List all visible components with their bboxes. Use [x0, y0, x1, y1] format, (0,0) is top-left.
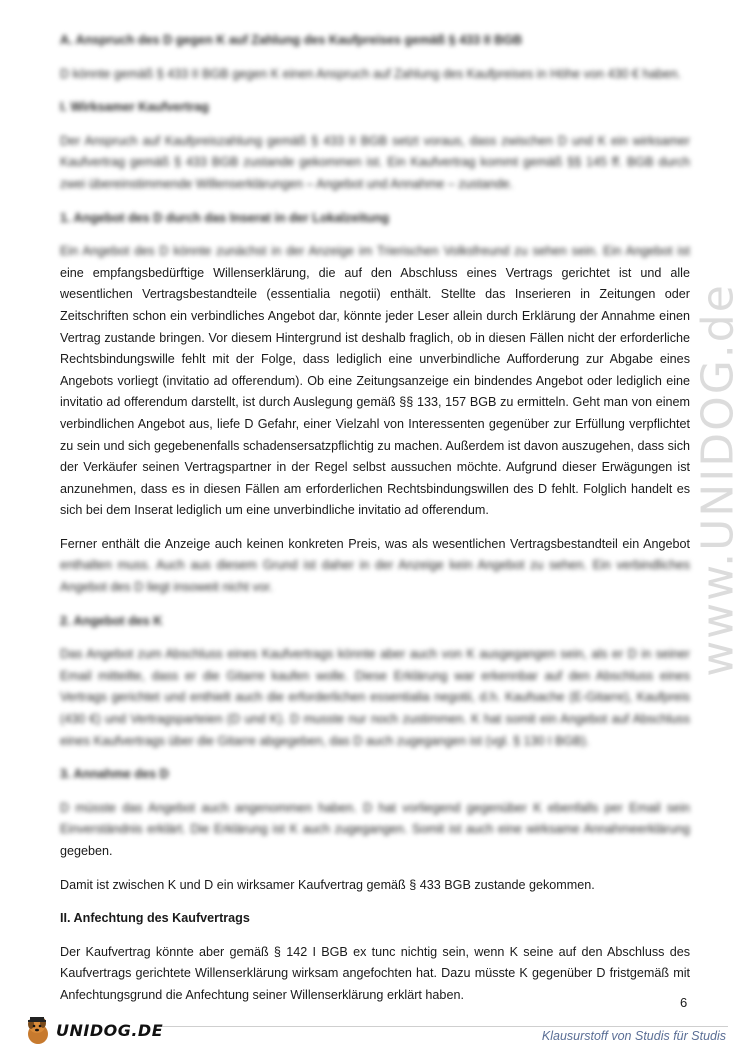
section-heading: A. Anspruch des D gegen K auf Zahlung des Kaufpreises gemäß § 433 II BGB [60, 33, 523, 47]
footer-divider [160, 1026, 728, 1027]
paragraph [60, 875, 690, 897]
blurred-text: D könnte gemäß § 433 II BGB gegen K einen Anspruch auf Zahlung des Kaufpreises in Höhe von 430 € haben. [60, 66, 682, 81]
paragraph-text: Damit ist zwischen K und D ein wirksamer Kaufvertrag gemäß § 433 BGB zustande gekommen. [60, 877, 595, 892]
paragraph [60, 942, 690, 1007]
watermark-text: www.UNIDOG.de [692, 283, 744, 677]
blurred-text: Ein Angebot des D könnte zunächst in der Anzeige im Trierischen Volksfreund zu sehen sein. Ein Angebot ist [60, 244, 690, 259]
blurred-text: enthalten muss. Auch aus diesem Grund ist daher in der Anzeige kein Angebot zu sehen. Ein verbindliches Angebot des D liegt insoweit nicht vor. [60, 558, 690, 595]
section-heading: I. Wirksamer Kaufvertrag [60, 100, 209, 115]
blurred-text: D müsste das Angebot auch angenommen haben. D hat vorliegend gegenüber K ebenfalls per Email sein Einverständnis erklärt. Die Erklärung ist K auch zugegangen. Somit ist auch eine wirksame Annahmeerklärung [60, 800, 690, 837]
blurred-text: Das Angebot zum Abschluss eines Kaufvertrags könnte aber auch von K ausgegangen sein, als er D in seiner Email mitteilte, dass er die Gitarre kaufen wolle. Diese Erklärung war erkennbar auf den Abschluss eines Vertrags gerichtet und enthielt auch die erforderlichen essentialia negotii, d.h. Kaufsache (E-Gitarre), Kaufpreis (430 €) und Vertragsparteien (D und K). D musste nur noch zustimmen. K hat somit ein Angebot auf Abschluss eines Kaufvertrags über die Gitarre abgegeben, das D auch zugegangen ist (vgl. § 130 I BGB). [60, 647, 690, 748]
blurred-text: Der Anspruch auf Kaufpreiszahlung gemäß § 433 II BGB setzt voraus, dass zwischen D und K ein wirksamer Kaufvertrag gemäß § 433 BGB zustande gekommen ist. Ein Kaufvertrag kommt gemäß §§ 145 ff. BGB durch zwei übereinstimmende Willenserklärungen – Angebot und Annahme – zustande. [60, 133, 690, 191]
paragraph [60, 644, 690, 752]
page-number: 6 [680, 995, 688, 1010]
paragraph-text: gegeben. [60, 844, 113, 858]
paragraph-text: Ferner enthält die Anzeige auch keinen konkreten Preis, was als wesentlichen Vertragsbestandteil ein Angebot [60, 536, 690, 551]
section-heading: II. Anfechtung des Kaufvertrags [60, 911, 250, 926]
paragraph [60, 534, 690, 599]
logo-text: UNIDOG.DE [56, 1020, 164, 1040]
paragraph [60, 131, 690, 196]
dog-mascot-icon [22, 1014, 52, 1046]
paragraph-text: eine empfangsbedürftige Willenserklärung, die auf den Abschluss eines Vertrags gerichtet ist und alle wesentlichen Vertragsbestandteile (essentialia negotii) enthält. Stellte das Inserieren in Zeitungen oder Zeitschriften schon ein verbindliches Angebot dar, könnte jeder Leser allein durch Erklärung der Annahme einen Vertrag zustande bringen. Vor diesem Hintergrund ist deshalb fraglich, ob in diesen Fällen nicht der erforderliche Rechtsbindungswille fehlt mit der Folge, dass lediglich eine unverbindliche Aufforderung zur Abgabe eines Angebots vorliegt (invitatio ad offerendum). Ob eine Zeitungsanzeige ein bindendes Angebot oder lediglich eine invitatio ad offerendum darstellt, ist durch Auslegung gemäß §§ 133, 157 BGB zu ermitteln. Geht man von einem verbindlichen Angebot aus, liefe D Gefahr, einer Vielzahl von Interessenten gegenüber zur Erfüllung verpflichtet zu sein und sich gegebenenfalls schadensersatzpflichtig zu machen. Außerdem ist davon auszugehen, dass sich der Verkäufer seinen Vertragspartner in der Regel selbst aussuchen möchte. Aufgrund dieser Erwägungen ist anzunehmen, dass es in diesen Fällen am erforderlichen Rechtsbindungswillen des D fehlt. Folglich handelt es sich bei dem Inserat lediglich um eine unverbindliche invitatio ad offerendum. [60, 265, 690, 518]
paragraph [60, 798, 690, 863]
watermark [688, 230, 748, 730]
paragraph [60, 241, 690, 522]
section-heading: 3. Annahme des D [60, 767, 169, 782]
document-body [60, 30, 690, 1019]
paragraph-text: Der Kaufvertrag könnte aber gemäß § 142 I BGB ex tunc nichtig sein, wenn K seine auf den Abschluss des Kaufvertrags gerichtete Willenserklärung wirksam angefochten hat. Dazu müsste K gegenüber D fristgemäß mit Anfechtungsgrund die Anfechtung seiner Willenserklärung erklärt haben. [60, 944, 690, 1002]
unidog-logo [22, 1010, 162, 1050]
section-heading: 1. Angebot des D durch das Inserat in der Lokalzeitung [60, 210, 390, 225]
paragraph [60, 64, 690, 86]
section-heading: 2. Angebot des K [60, 613, 163, 628]
footer-slogan: Klausurstoff von Studis für Studis [541, 1029, 726, 1043]
